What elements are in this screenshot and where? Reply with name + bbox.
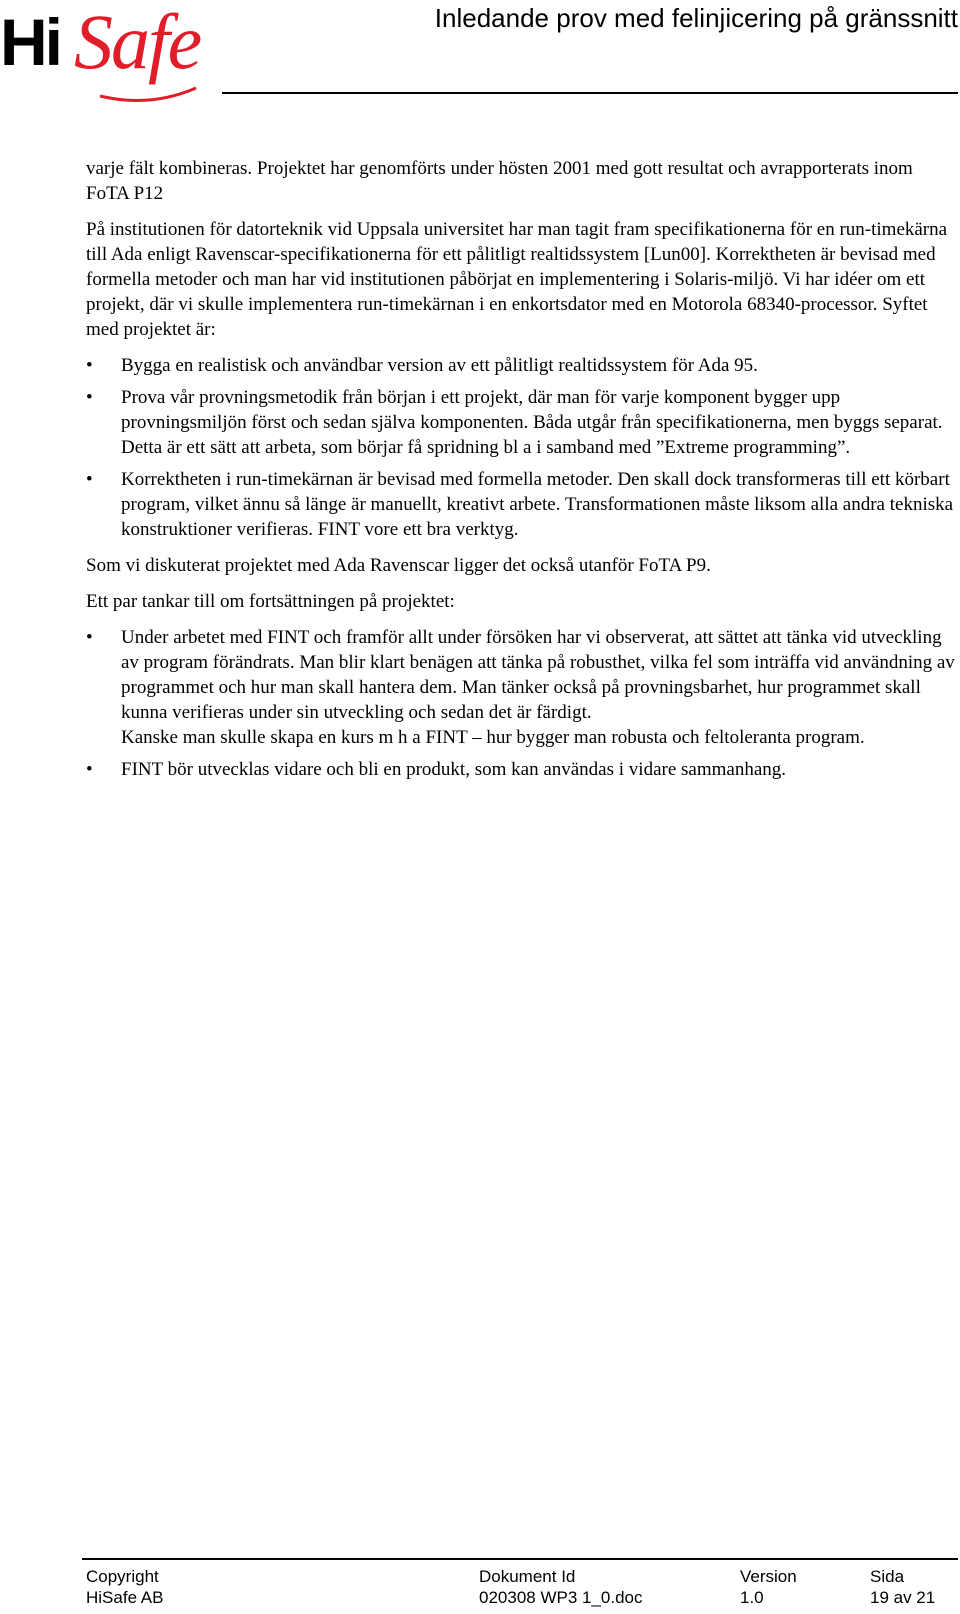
list-item: • Prova vår provningsmetodik från början i ett projekt, där man för varje komponent bygger upp provningsmiljön först och sedan själva komponenten. Båda utgår från specifikationerna, men byggs separat. Detta är ett sätt att arbeta, som börjar få spridning bl a i samband med ”Extreme programming”. <box>86 387 943 458</box>
document-title: Inledande prov med felinjicering på gränssnitt <box>434 3 958 33</box>
footer-value: 020308 WP3 1_0.doc <box>479 1588 643 1607</box>
header-divider <box>222 92 958 94</box>
footer-label: Dokument Id <box>479 1567 576 1586</box>
logo-hi-text: Hi <box>0 5 60 79</box>
logo-swoosh-icon <box>0 0 200 110</box>
footer-value: HiSafe AB <box>86 1588 164 1607</box>
footer-label: Copyright <box>86 1567 159 1586</box>
list-item: • FINT bör utvecklas vidare och bli en produkt, som kan användas i vidare sammanhang. <box>86 759 787 780</box>
list-item: • Bygga en realistisk och användbar version av ett pålitligt realtidssystem för Ada 95. <box>86 355 758 376</box>
footer-copyright <box>86 1566 164 1608</box>
bullet-icon: • <box>86 759 93 780</box>
paragraph-ravenscar: Som vi diskuterat projektet med Ada Ravenscar ligger det också utanför FoTA P9. <box>86 555 711 576</box>
footer-page <box>870 1566 935 1608</box>
footer-version <box>740 1566 797 1608</box>
footer-label: Version <box>740 1567 797 1586</box>
paragraph-continuation: varje fält kombineras. Projektet har genomförts under hösten 2001 med gott resultat och avrapporterats inom FoTA P12 <box>86 158 913 204</box>
goals-list <box>86 353 956 542</box>
thoughts-list <box>86 625 956 782</box>
logo-safe-text: Safe <box>74 0 201 85</box>
document-body <box>86 156 956 793</box>
footer-value: 19 av 21 <box>870 1588 936 1607</box>
paragraph-thoughts-intro: Ett par tankar till om fortsättningen på projektet: <box>86 591 455 612</box>
bullet-icon: • <box>86 469 93 490</box>
bullet-icon: • <box>86 355 93 376</box>
bullet-icon: • <box>86 627 93 648</box>
footer-label: Sida <box>870 1567 905 1586</box>
list-item: • Under arbetet med FINT och framför allt under försöken har vi observerat, att sättet att tänka vid utveckling av program förändrats. Man blir klart benägen att tänka på robusthet, vilka fel som inträffa vid användning av programmet och hur man skall hantera dem. Man tänker också på provningsbarhet, hur programmet skall kunna verifieras under sin utveckling och sedan det är färdigt. Kanske man skulle skapa en kurs m h a FINT – hur bygger man robusta och feltoleranta program. <box>86 627 955 748</box>
course-idea-text: Kanske man skulle skapa en kurs m h a FINT – hur bygger man robusta och feltoleranta program. <box>121 727 865 748</box>
footer-value: 1.0 <box>740 1588 764 1607</box>
footer-divider <box>82 1558 958 1560</box>
hisafe-logo <box>0 0 200 110</box>
bullet-icon: • <box>86 387 93 408</box>
list-item: • Korrektheten i run-timekärnan är bevisad med formella metoder. Den skall dock transformeras till ett körbart program, vilket ännu så länge är manuellt, kreativt arbete. Transformationen måste liksom alla andra tekniska konstruktioner verifieras. FINT vore ett bra verktyg. <box>86 469 954 540</box>
paragraph-uppsala: På institutionen för datorteknik vid Uppsala universitet har man tagit fram specifikationerna för en run-timekärna till Ada enligt Ravenscar-specifikationerna för ett pålitligt realtidssystem [Lun00]. Korrektheten är bevisad med formella metoder och man har vid institutionen påbörjat en implementering i Solaris-miljö. Vi har idéer om ett projekt, där vi skulle implementera run-timekärnan i en enkortsdator med en Motorola 68340-processor. Syftet med projektet är: <box>86 219 948 340</box>
footer-document-id <box>479 1566 643 1608</box>
